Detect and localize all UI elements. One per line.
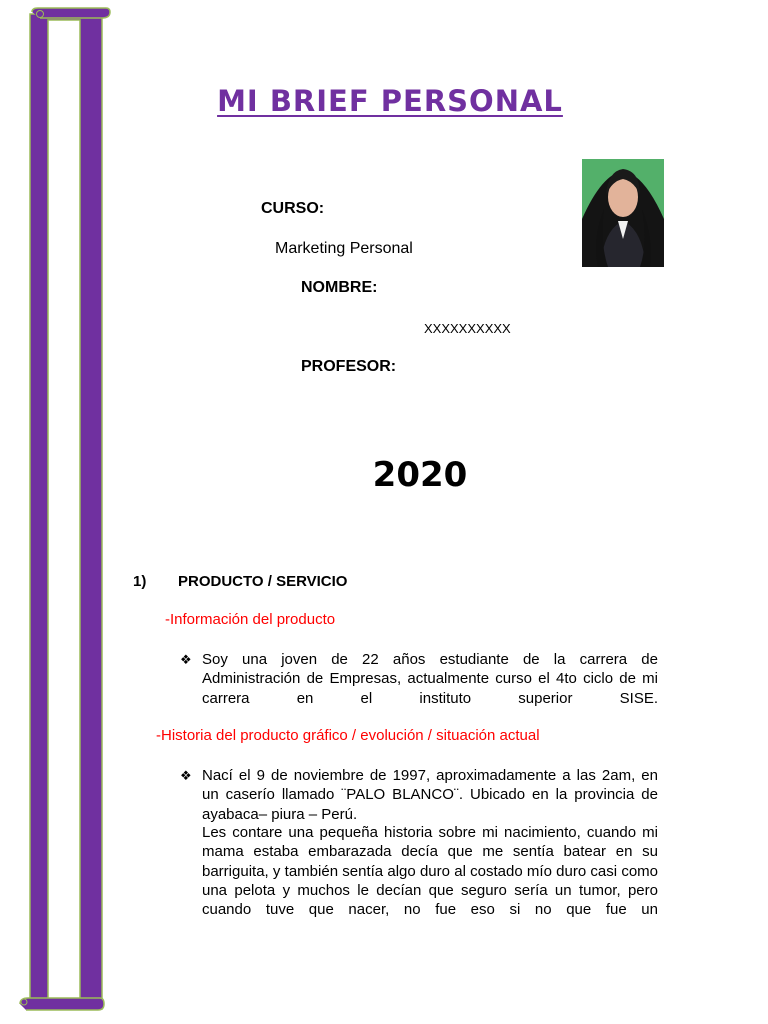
profile-photo (582, 159, 664, 267)
diamond-bullet-icon: ❖ (180, 768, 192, 783)
page-title: MI BRIEF PERSONAL (217, 84, 563, 118)
year: 2020 (372, 455, 468, 495)
bullet-paragraph-2: Nací el 9 de noviembre de 1997, aproximadamente a las 2am, en un caserío llamado ¨PALO BLANCO¨. Ubicado en la provincia de ayabaca– piura – Perú. (202, 767, 658, 823)
scroll-border-decoration (0, 0, 120, 1024)
nombre-value: XXXXXXXXXX (424, 321, 511, 336)
curso-value: Marketing Personal (275, 240, 413, 257)
bullet-paragraph-2-continued: Les contare una pequeña historia sobre mi nacimiento, cuando mi mama estaba embarazada decía que me sentía batear en su barriguita, y también sentía algo duro al costado mío duro casi como una pelota y muchos le decían que seguro sería un tumor, pero cuando tuve que nacer, no fue eso si no que fue un (202, 824, 658, 919)
curso-label: CURSO: (261, 200, 325, 217)
nombre-label: NOMBRE: (301, 279, 378, 296)
subheading-historia: -Historia del producto gráfico / evolución / situación actual (156, 727, 540, 744)
profesor-label: PROFESOR: (301, 358, 397, 375)
section-heading: PRODUCTO / SERVICIO (178, 573, 348, 590)
section-number: 1) (133, 573, 147, 590)
diamond-bullet-icon: ❖ (180, 652, 192, 667)
subheading-informacion: -Información del producto (165, 611, 336, 628)
bullet-text-1: Soy una joven de 22 años estudiante de la carrera de Administración de Empresas, actualmente curso el 4to ciclo de mi carrera en el instituto superior SISE. (202, 651, 658, 707)
bullet-paragraph-1 (202, 650, 658, 708)
